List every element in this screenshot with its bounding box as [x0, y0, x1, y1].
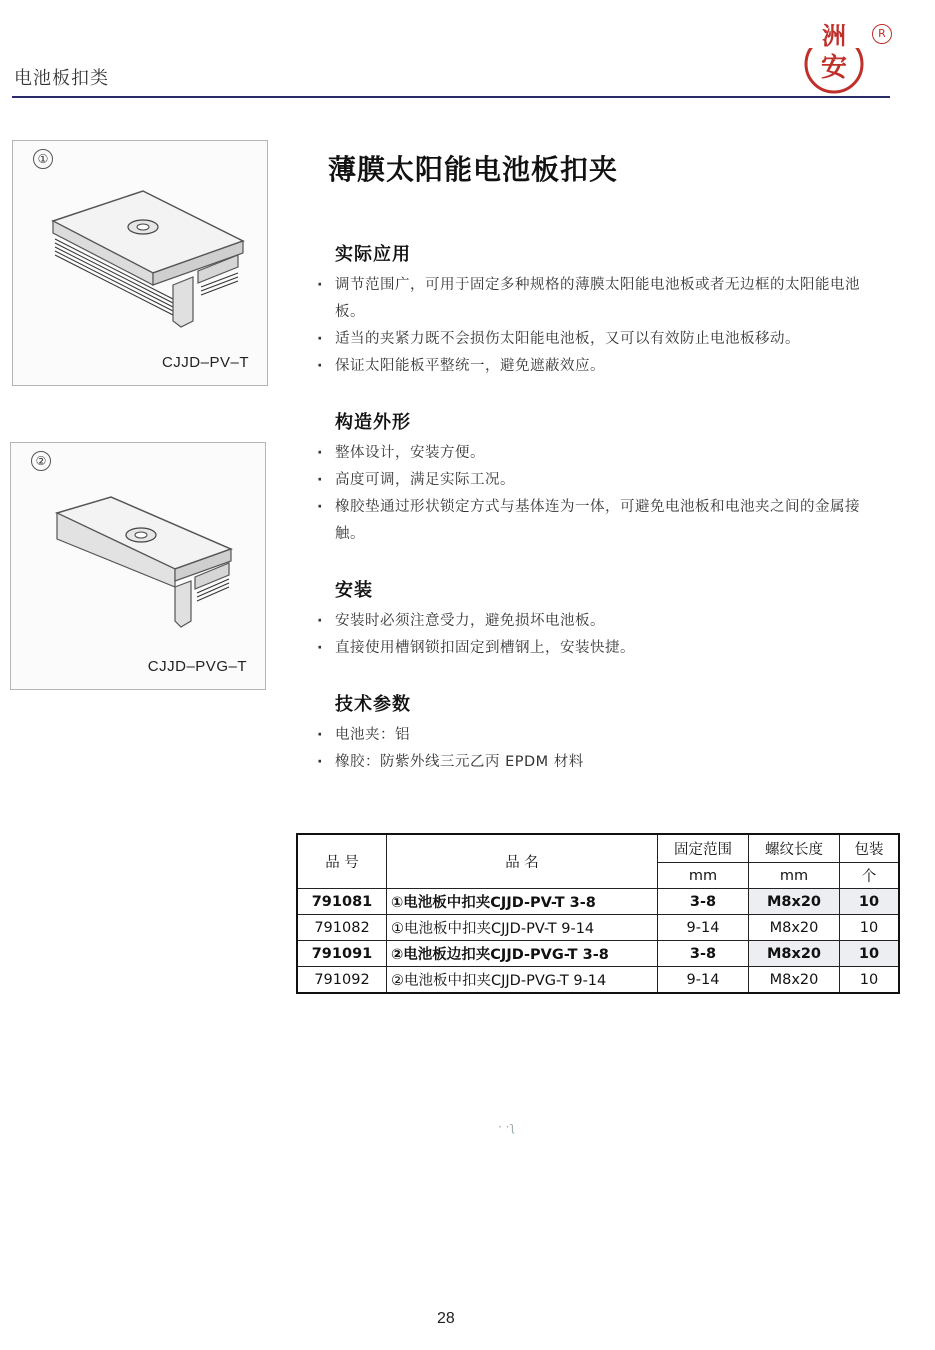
- cell-code: 791081: [297, 889, 387, 915]
- registered-mark: R: [872, 24, 892, 44]
- bullet-item: · 电池夹：铝: [315, 722, 880, 749]
- table-row: [297, 941, 899, 967]
- section-application: [315, 240, 880, 380]
- product-number: ①: [33, 149, 53, 169]
- cell-range: 9-14: [658, 967, 749, 994]
- page-number: 28: [437, 1310, 455, 1327]
- unit-pack: 个: [840, 863, 900, 889]
- section-heading: 实际应用: [335, 244, 411, 265]
- clamp-pv-t-illustration: [33, 181, 253, 331]
- bullet-item: · 保证太阳能板平整统一，避免遮蔽效应。: [315, 353, 880, 380]
- header-thread: 螺纹长度: [749, 834, 840, 863]
- cell-name: ①电池板中扣夹CJJD-PV-T 9-14: [387, 915, 658, 941]
- product-code: CJJD–PV–T: [161, 354, 249, 371]
- cell-code: 791092: [297, 967, 387, 994]
- product-number: ②: [31, 451, 51, 471]
- clamp-pvg-t-illustration: [41, 491, 251, 631]
- section-tech-params: [315, 690, 880, 776]
- header-range: 固定范围: [658, 834, 749, 863]
- table-row: [297, 915, 899, 941]
- cell-range: 3-8: [658, 889, 749, 915]
- product-panel-2: [10, 442, 266, 690]
- product-panel-1: [12, 140, 268, 386]
- cell-thread: M8x20: [749, 941, 840, 967]
- cell-thread: M8x20: [749, 889, 840, 915]
- header-pack: 包装: [840, 834, 900, 863]
- section-heading: 构造外形: [335, 412, 411, 433]
- cell-code: 791091: [297, 941, 387, 967]
- bullet-item: · 高度可调，满足实际工况。: [315, 467, 880, 494]
- bullet-item: · 直接使用槽钢锁扣固定到槽钢上，安装快捷。: [315, 635, 880, 662]
- category-title: 电池板扣类: [14, 68, 109, 89]
- section-structure: [315, 408, 880, 548]
- header-divider: [12, 96, 890, 98]
- cell-pack: 10: [840, 941, 900, 967]
- cell-pack: 10: [840, 915, 900, 941]
- bullet-item: · 安装时必须注意受力，避免损坏电池板。: [315, 608, 880, 635]
- page-title: 薄膜太阳能电池板扣夹: [328, 153, 619, 186]
- table-row: [297, 889, 899, 915]
- section-heading: 技术参数: [335, 694, 411, 715]
- unit-range: mm: [658, 863, 749, 889]
- cell-range: 9-14: [658, 915, 749, 941]
- logo-char-1: 洲: [822, 22, 846, 50]
- bullet-item: · 橡胶：防紫外线三元乙丙 EPDM 材料: [315, 749, 880, 776]
- logo-char-2: 安: [820, 53, 848, 83]
- unit-thread: mm: [749, 863, 840, 889]
- cell-pack: 10: [840, 889, 900, 915]
- header-code: 品 号: [297, 834, 387, 889]
- bullet-item: · 适当的夹紧力既不会损伤太阳能电池板，又可以有效防止电池板移动。: [315, 326, 880, 353]
- section-heading: 安装: [335, 580, 373, 601]
- cell-code: 791082: [297, 915, 387, 941]
- product-code: CJJD–PVG–T: [147, 658, 247, 675]
- section-installation: [315, 576, 880, 662]
- cell-name: ①电池板中扣夹CJJD-PV-T 3-8: [387, 889, 658, 915]
- header-name: 品 名: [387, 834, 658, 889]
- bullet-item: · 整体设计，安装方便。: [315, 440, 880, 467]
- cell-name: ②电池板边扣夹CJJD-PVG-T 3-8: [387, 941, 658, 967]
- bullet-item: · 橡胶垫通过形状锁定方式与基体连为一体，可避免电池板和电池夹之间的金属接触。: [315, 494, 880, 548]
- cell-name: ②电池板中扣夹CJJD-PVG-T 9-14: [387, 967, 658, 994]
- cell-thread: M8x20: [749, 915, 840, 941]
- cell-range: 3-8: [658, 941, 749, 967]
- spec-table: [296, 833, 900, 994]
- table-row: [297, 967, 899, 994]
- bullet-item: · 调节范围广，可用于固定多种规格的薄膜太阳能电池板或者无边框的太阳能电池板。: [315, 272, 880, 326]
- cell-thread: M8x20: [749, 967, 840, 994]
- brand-logo: [800, 14, 870, 94]
- scan-speck: · ·ʅ: [498, 1120, 515, 1134]
- cell-pack: 10: [840, 967, 900, 994]
